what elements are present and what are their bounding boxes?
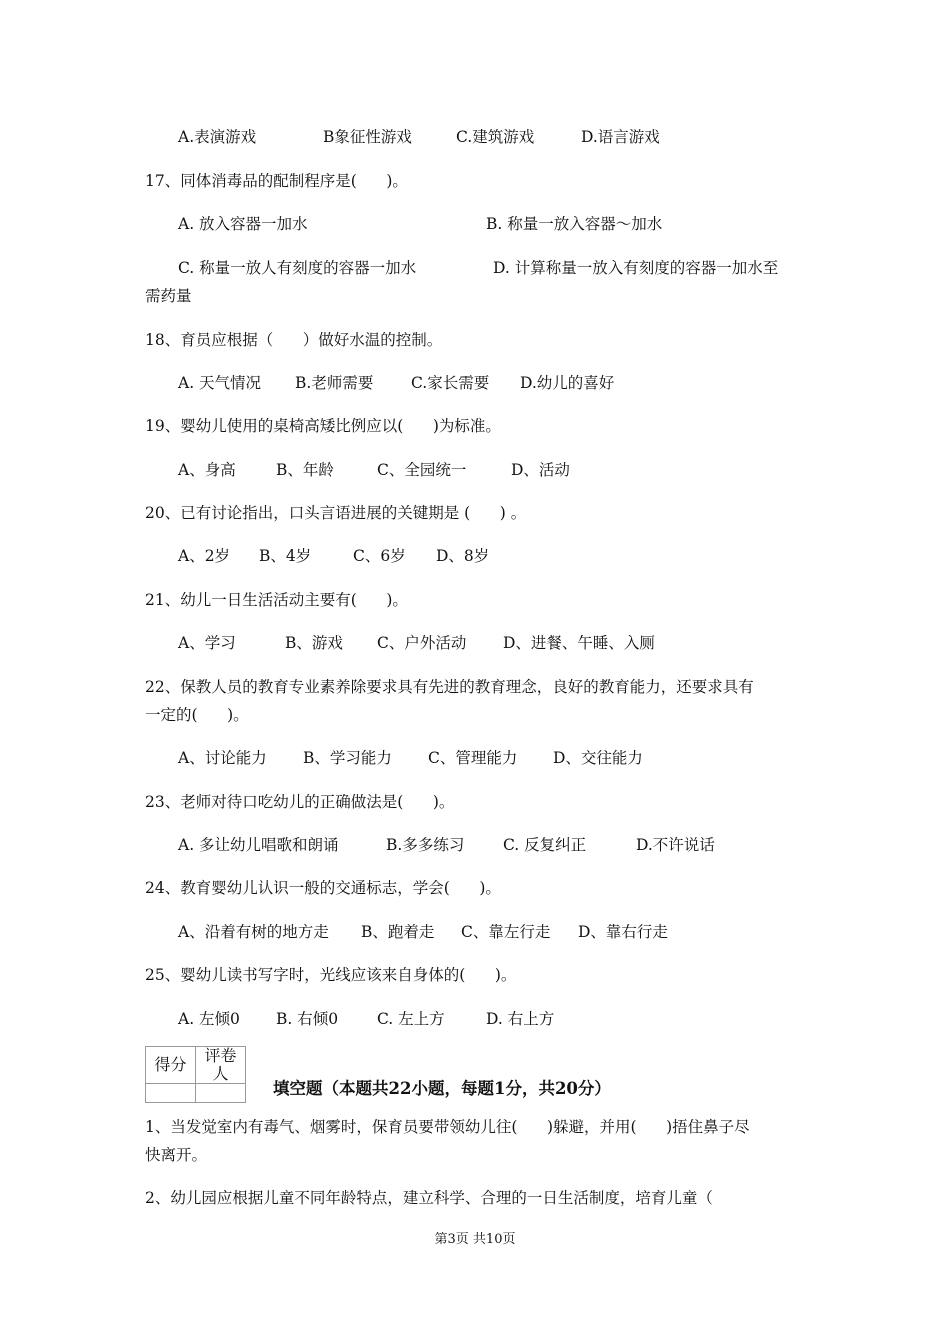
q21-option-a: A、学习 <box>178 634 236 652</box>
q20-option-b: B、4岁 <box>259 547 312 565</box>
score-cell <box>146 1084 196 1103</box>
q22-option-b: B、学习能力 <box>303 749 392 767</box>
q22-option-c: C、管理能力 <box>428 749 518 767</box>
q25-option-c: C. 左上方 <box>377 1010 445 1028</box>
score-table <box>145 1046 246 1103</box>
q16-option-c: C.建筑游戏 <box>456 128 535 146</box>
q21-option-c: C、户外活动 <box>377 634 467 652</box>
q19-option-c: C、全园统一 <box>377 461 467 479</box>
q16-option-d: D.语言游戏 <box>581 128 660 146</box>
q16-option-a: A.表演游戏 <box>178 128 257 146</box>
q23-option-d: D.不许说话 <box>636 836 715 854</box>
score-header: 得分 <box>146 1047 196 1084</box>
q22-option-a: A、讨论能力 <box>178 749 267 767</box>
q24-stem: 24、教育婴幼儿认识一般的交通标志，学会( )。 <box>145 879 501 897</box>
q24-option-d: D、靠右行走 <box>578 923 668 941</box>
q21-stem: 21、幼儿一日生活活动主要有( )。 <box>145 591 408 609</box>
q20-option-d: D、8岁 <box>436 547 490 565</box>
q19-option-b: B、年龄 <box>276 461 334 479</box>
q17-continuation: 需药量 <box>145 287 192 305</box>
q18-stem: 18、育员应根据（ ）做好水温的控制。 <box>145 331 443 349</box>
q20-option-c: C、6岁 <box>353 547 406 565</box>
q19-stem: 19、婴幼儿使用的桌椅高矮比例应以( )为标准。 <box>145 417 501 435</box>
section-title: 填空题（本题共22小题，每题1分，共20分） <box>273 1079 611 1098</box>
q18-option-d: D.幼儿的喜好 <box>520 374 615 392</box>
fill2-line1: 2、幼儿园应根据儿童不同年龄特点，建立科学、合理的一日生活制度，培育儿童（ <box>145 1189 713 1207</box>
q16-option-b: B象征性游戏 <box>323 128 412 146</box>
q17-option-c: C. 称量一放人有刻度的容器一加水 <box>178 259 417 277</box>
q18-option-a: A. 天气情况 <box>178 374 262 392</box>
q22-continuation: 一定的( )。 <box>145 706 249 724</box>
q22-stem: 22、保教人员的教育专业素养除要求具有先进的教育理念，良好的教育能力，还要求具有 <box>145 678 754 696</box>
q20-option-a: A、2岁 <box>178 547 231 565</box>
q23-option-b: B.多多练习 <box>386 836 465 854</box>
q23-option-a: A. 多让幼儿唱歌和朗诵 <box>178 836 339 854</box>
q22-option-d: D、交往能力 <box>553 749 643 767</box>
q24-option-c: C、靠左行走 <box>461 923 551 941</box>
grader-cell <box>196 1084 246 1103</box>
grader-header: 评卷人 <box>196 1047 246 1084</box>
q23-stem: 23、老师对待口吃幼儿的正确做法是( )。 <box>145 793 455 811</box>
q19-option-a: A、身高 <box>178 461 236 479</box>
q25-stem: 25、婴幼儿读书写字时，光线应该来自身体的( )。 <box>145 966 517 984</box>
q18-option-b: B.老师需要 <box>295 374 374 392</box>
fill1-line2: 快离开。 <box>145 1146 208 1164</box>
q19-option-d: D、活动 <box>511 461 570 479</box>
q25-option-a: A. 左倾0 <box>178 1010 240 1028</box>
q17-stem: 17、同体消毒品的配制程序是( )。 <box>145 172 408 190</box>
fill1-line1: 1、当发觉室内有毒气、烟雾时，保育员要带领幼儿往( )躲避，并用( )捂住鼻子尽 <box>145 1118 750 1136</box>
q24-option-b: B、跑着走 <box>361 923 435 941</box>
q17-option-d: D. 计算称量一放入有刻度的容器一加水至 <box>493 259 779 277</box>
q23-option-c: C. 反复纠正 <box>503 836 587 854</box>
q21-option-b: B、游戏 <box>285 634 343 652</box>
q21-option-d: D、进餐、午睡、入厕 <box>503 634 655 652</box>
page-footer: 第3页 共10页 <box>434 1232 516 1247</box>
q20-stem: 20、已有讨论指出，口头言语进展的关键期是 ( ) 。 <box>145 504 527 522</box>
q25-option-d: D. 右上方 <box>486 1010 555 1028</box>
q17-option-a: A. 放入容器一加水 <box>178 215 308 233</box>
q24-option-a: A、沿着有树的地方走 <box>178 923 329 941</box>
q25-option-b: B. 右倾0 <box>276 1010 339 1028</box>
q18-option-c: C.家长需要 <box>411 374 490 392</box>
q17-option-b: B. 称量一放入容器～加水 <box>486 215 663 233</box>
